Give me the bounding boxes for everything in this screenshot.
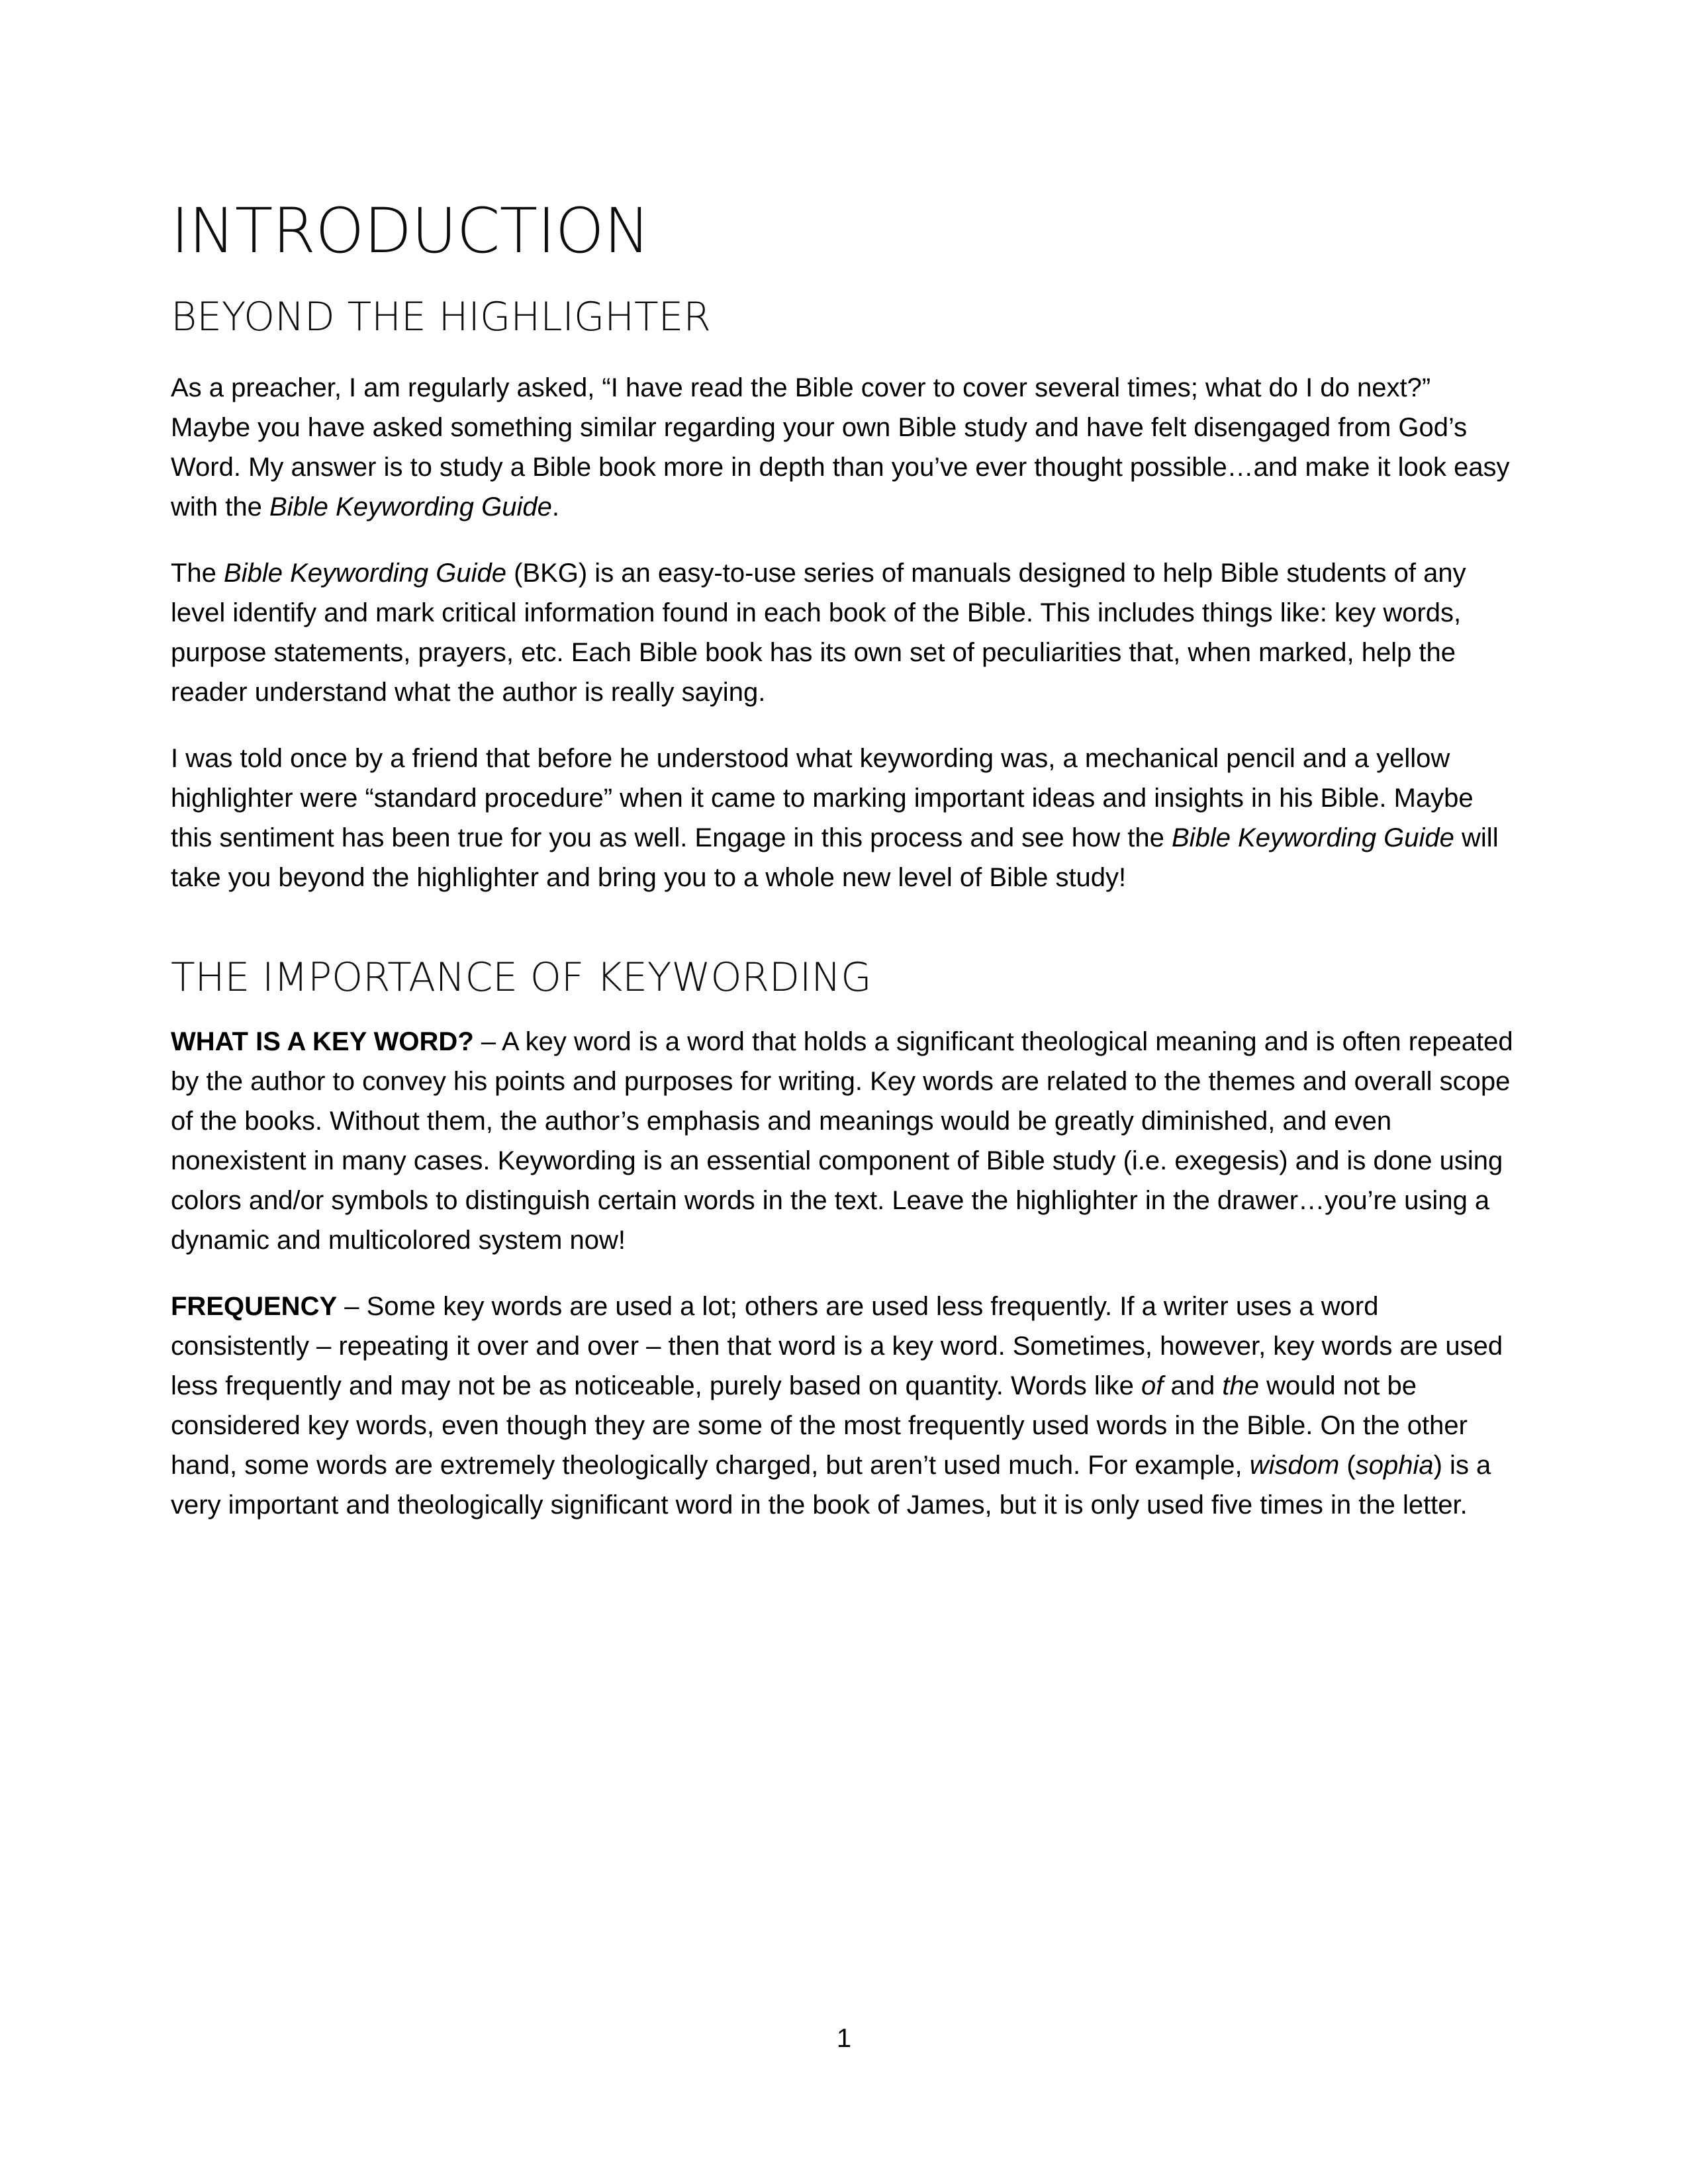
text-run-bold: WHAT IS A KEY WORD? (171, 1026, 474, 1056)
text-run-bold: FREQUENCY (171, 1291, 338, 1321)
text-run: (BKG) is an easy-to-use series of manuals designed to help Bible students of any level identify and mark critical information found in each book of the Bible. This includes things like: key words, purpose statements, prayers, etc. Each Bible book has its own set of peculiarities that, when marked, help the reader understand what the author is really saying. (171, 558, 1466, 707)
text-run: – A key word is a word that holds a significant theological meaning and is often repeated by the author to convey his points and purposes for writing. Key words are related to the themes and overall scope of the books. Without them, the author’s emphasis and meanings would be greatly diminished, and even nonexistent in many cases. Keywording is an essential component of Bible study (i.e. exegesis) and is done using colors and/or symbols to distinguish certain words in the text. Leave the highlighter in the drawer…you’re using a dynamic and multicolored system now! (171, 1026, 1513, 1255)
paragraph-i-was-told-once (171, 739, 1517, 897)
section-heading-the-importance-of-keywording: THE IMPORTANCE OF KEYWORDING (171, 954, 872, 1001)
text-run: The (171, 558, 224, 588)
paragraph-what-is-a-key-word (171, 1022, 1517, 1260)
paragraph-as-a-preacher (171, 368, 1517, 527)
page-content (171, 195, 1517, 1525)
text-run: and (1163, 1371, 1223, 1400)
page-title: INTRODUCTION (171, 195, 650, 267)
text-run: ( (1339, 1450, 1356, 1480)
page-number: 1 (836, 2024, 852, 2053)
text-run-italic: Bible Keywording Guide (269, 492, 552, 522)
text-run: will take you beyond the highlighter and bring you to a whole new level of Bible study! (171, 823, 1499, 892)
text-run: would not be considered key words, even though they are some of the most frequently used words in the Bible. On the other hand, some words are extremely theologically charged, but aren’t used much. For example, (171, 1371, 1468, 1480)
text-run-italic: Bible Keywording Guide (1172, 823, 1454, 852)
text-run: I was told once by a friend that before he understood what keywording was, a mechanical pencil and a yellow highlighter were “standard procedure” when it came to marking important ideas and insights in his Bible. Maybe this sentiment has been true for you as well. Engage in this process and see how the (171, 743, 1474, 852)
text-run-italic: the (1222, 1371, 1259, 1400)
text-run-italic: Bible Keywording Guide (224, 558, 506, 588)
text-run-italic: sophia (1355, 1450, 1434, 1480)
section-heading-beyond-the-highlighter: BEYOND THE HIGHLIGHTER (171, 293, 711, 340)
text-run: – Some key words are used a lot; others are used less frequently. If a writer uses a word consistently – repeating it over and over – then that word is a key word. Sometimes, however, key words are used less frequently and may not be as noticeable, purely based on quantity. Words like (171, 1291, 1503, 1400)
text-run: As a preacher, I am regularly asked, “I have read the Bible cover to cover several times; what do I do next?” Maybe you have asked something similar regarding your own Bible study and have felt disengaged from God’s Word. My answer is to study a Bible book more in depth than you’ve ever thought possible…and make it look easy with the (171, 373, 1510, 522)
text-run-italic: wisdom (1249, 1450, 1340, 1480)
text-run: ) is a very important and theologically significant word in the book of James, but it is only used five times in the letter. (171, 1450, 1491, 1520)
paragraph-the-bible-keywording-guide (171, 553, 1517, 712)
paragraph-frequency (171, 1287, 1517, 1525)
text-run-italic: of (1141, 1371, 1164, 1400)
text-run: . (551, 492, 560, 522)
